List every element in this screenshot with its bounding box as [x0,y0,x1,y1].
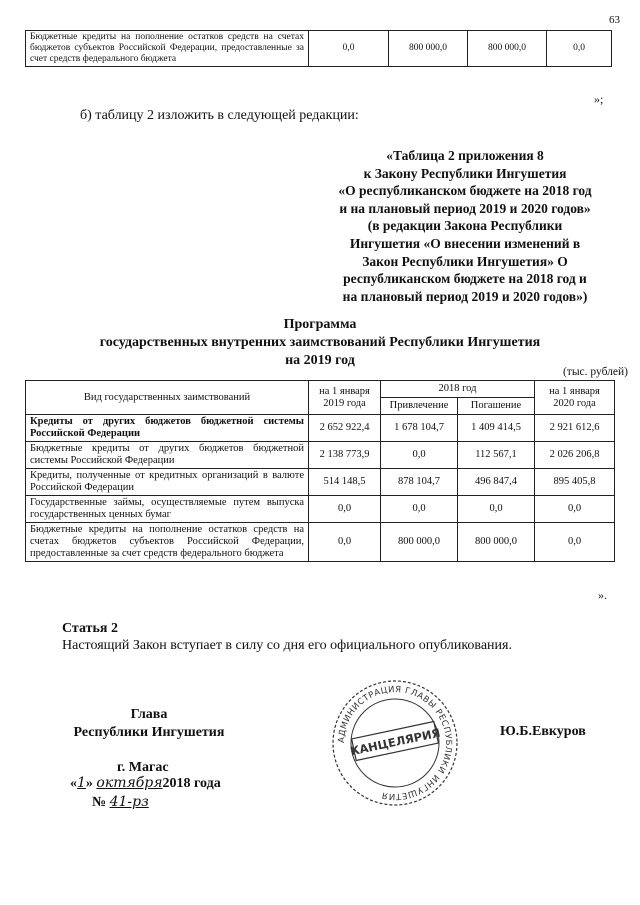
header-kind: Вид государственных заимствований [26,381,309,415]
header-jan2019: на 1 января 2019 года [309,381,381,415]
table-row [26,523,615,562]
article-title: Статья 2 [62,621,118,636]
row-jan2019: 0,0 [309,496,381,523]
row-description: Бюджетные кредиты на пополнение остатков средств на счетах бюджетов субъектов Российской Федерации, предоставленные за счет средств федерального бюджета [26,31,309,67]
page-number: 63 [609,14,620,26]
row-attraction: 0,0 [381,442,458,469]
row-repayment: 496 847,4 [458,469,535,496]
row-value: 800 000,0 [468,31,547,67]
caption-line: республиканском бюджете на 2018 год и [343,271,587,287]
date-close-quote: » [85,776,93,791]
amendment-item: б) таблицу 2 изложить в следующей редакции: [80,108,359,123]
row-repayment: 800 000,0 [458,523,535,562]
row-attraction: 878 104,7 [381,469,458,496]
position-line: Республики Ингушетия [73,725,225,740]
row-attraction: 800 000,0 [381,523,458,562]
row-description: Бюджетные кредиты на пополнение остатков средств на счетах бюджетов субъектов Российской Федерации, предоставленные за счет средств федерального бюджета [26,523,309,562]
table-row [26,469,615,496]
row-description: Бюджетные кредиты от других бюджетов бюджетной системы Российской Федерации [26,442,309,469]
table-row [26,442,615,469]
row-description: Кредиты от других бюджетов бюджетной системы Российской Федерации [26,415,309,442]
program-title: Программа [283,317,357,332]
row-jan2019: 2 138 773,9 [309,442,381,469]
borrowing-program-table [25,380,615,562]
caption-line: (в редакции Закона Республики [367,218,563,234]
number-label: № [92,795,107,810]
signatory-name: Ю.Б.Евкуров [500,724,586,739]
row-jan2019: 2 652 922,4 [309,415,381,442]
signatory-position [64,706,234,742]
caption-line: к Закону Республики Ингушетия [363,165,567,181]
caption-line: «О республиканском бюджете на 2018 год [338,183,592,199]
program-subtitle: государственных внутренних заимствований Республики Ингушетия [99,335,541,350]
position-line: Глава [130,707,168,722]
caption-line: «Таблица 2 приложения 8 [386,148,544,163]
row-value: 0,0 [309,31,389,67]
date-year: 2018 года [162,776,221,791]
date-open-quote: « [70,776,77,791]
official-seal [330,678,460,808]
row-jan2020: 2 026 206,8 [535,442,615,469]
program-heading [20,316,620,370]
row-jan2019: 0,0 [309,523,381,562]
row-jan2020: 0,0 [535,523,615,562]
closing-quote-mark: ». [598,588,607,602]
row-jan2020: 0,0 [535,496,615,523]
closing-quote-mark: »; [594,92,604,106]
units-label: (тыс. рублей) [562,366,628,378]
row-value: 0,0 [547,31,612,67]
continued-table [25,30,612,67]
row-repayment: 112 567,1 [458,442,535,469]
table-row [26,31,612,67]
caption-line: и на плановый период 2019 и 2020 годов» [339,200,591,216]
header-year2018: 2018 год [381,381,535,398]
signing-date [70,775,221,792]
header-attraction: Привлечение [381,398,458,415]
article-body: Настоящий Закон вступает в силу со дня его официального опубликования. [62,638,512,653]
row-attraction: 1 678 104,7 [381,415,458,442]
row-repayment: 1 409 414,5 [458,415,535,442]
header-repayment: Погашение [458,398,535,415]
table-header-row [26,381,615,398]
program-year: на 2019 год [285,353,355,368]
row-repayment: 0,0 [458,496,535,523]
header-jan2020: на 1 января 2020 года [535,381,615,415]
number-value: 41-рз [109,794,149,810]
row-jan2020: 2 921 612,6 [535,415,615,442]
row-jan2019: 514 148,5 [309,469,381,496]
row-description: Государственные займы, осуществляемые путем выпуска государственных ценных бумаг [26,496,309,523]
date-day: 1 [77,775,86,791]
caption-line: Ингушетия «О внесении изменений в [349,235,581,251]
table-row [26,496,615,523]
law-number [92,794,149,811]
seal-ring-text: АДМИНИСТРАЦИЯ ГЛАВЫ РЕСПУБЛИКИ ИНГУШЕТИЯ [336,684,454,802]
table-caption [300,147,630,305]
city: г. Магас [117,760,169,775]
row-description: Кредиты, полученные от кредитных организаций в валюте Российской Федерации [26,469,309,496]
row-value: 800 000,0 [389,31,468,67]
seal-center-text: КАНЦЕЛЯРИЯ [348,725,442,759]
caption-line: Закон Республики Ингушетия» О [362,253,568,269]
table-row [26,415,615,442]
row-attraction: 0,0 [381,496,458,523]
row-jan2020: 895 405,8 [535,469,615,496]
date-month: октября [96,775,163,791]
caption-line: на плановый период 2019 и 2020 годов») [342,288,588,304]
